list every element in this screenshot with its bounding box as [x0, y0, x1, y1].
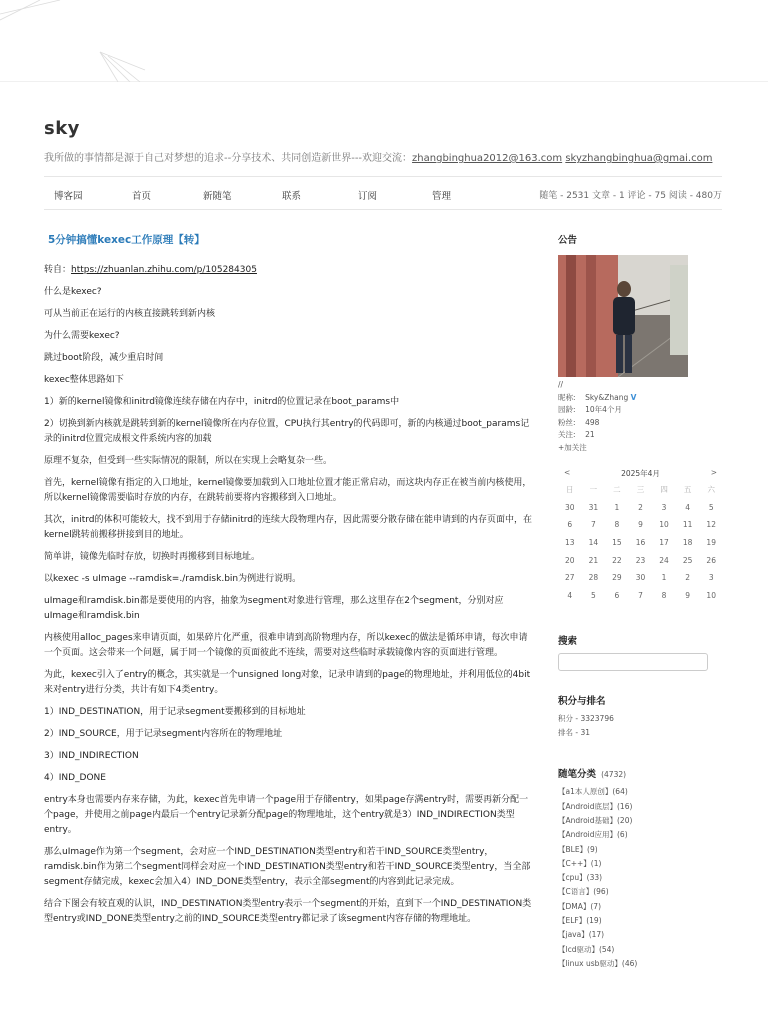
calendar-day[interactable]: 24: [659, 555, 669, 565]
category-item[interactable]: 【BLE】(9): [558, 844, 598, 854]
nav-item-subscribe[interactable]: 订阅: [358, 191, 378, 202]
calendar-day[interactable]: 17: [659, 538, 669, 548]
calendar-day[interactable]: 1: [614, 502, 620, 512]
decorative-lines-icon: [0, 0, 300, 82]
calendar-day[interactable]: 4: [685, 502, 691, 512]
category-item[interactable]: 【Android基础】(20): [558, 815, 633, 825]
post-paragraph: 2）切换到新内核就是跳转到新的kernel镜像所在内存位置，CPU执行其entry的代码即可，新的内核通过boot_params记录的initrd位置完成根文件系统内容的加载: [44, 419, 530, 444]
search-heading: 搜索: [558, 635, 578, 647]
rank-value: 排名 - 31: [558, 728, 591, 738]
post-paragraph: 结合下图会有较直观的认识，IND_DESTINATION类型entry表示一个segment的开始，直到下一个IND_DESTINATION类型entry或IND_DONE类型entry之前的IND_SOURCE类型entry都记录了该segment内容存储的物理地址。: [44, 899, 532, 924]
post-paragraph: 4）IND_DONE: [44, 773, 106, 783]
profile-followers-link[interactable]: 498: [585, 417, 600, 427]
calendar-header: [558, 468, 723, 481]
post-paragraph: 那么uImage作为第一个segment，会对应一个IND_DESTINATION类型entry和若干IND_SOURCE类型entry，ramdisk.bin作为第二个segment同样会对应一个IND_DESTINATION类型entry和若干IND_SOURCE类型entry，当全部segment存储完成，kexec会加入4）IND_DONE类型entry，表示全部segment的内容到此记录完成。: [44, 847, 531, 887]
calendar-day[interactable]: 3: [661, 502, 667, 512]
calendar-weekday: 四: [660, 485, 668, 494]
post-paragraph: 其次，initrd的体积可能较大，找不到用于存储initrd的连续大段物理内存，因此需要分散存储在能申请到的内存页面中，在kernel跳转前搬移拼接到目的地址。: [44, 515, 532, 540]
calendar-day[interactable]: 27: [565, 573, 575, 583]
calendar-day[interactable]: 11: [682, 520, 693, 530]
post-paragraph: 2）IND_SOURCE，用于记录segment内容所在的物理地址: [44, 729, 283, 739]
post-paragraph: 1）IND_DESTINATION，用于记录segment要搬移到的目标地址: [44, 707, 306, 717]
calendar-day[interactable]: 30: [565, 502, 575, 512]
calendar-day[interactable]: 23: [635, 555, 646, 565]
nav-item-contact[interactable]: 联系: [282, 191, 302, 202]
blog-subtitle-text: 我所做的事情都是源于自己对梦想的追求--分享技术、共同创造新世界---欢迎交流：: [44, 153, 413, 164]
category-item[interactable]: 【java】(17): [558, 930, 605, 940]
calendar-day[interactable]: 15: [612, 538, 622, 548]
category-item[interactable]: 【linux usb驱动】(46): [558, 958, 638, 968]
search-input[interactable]: [558, 653, 708, 671]
calendar-day[interactable]: 10: [659, 520, 669, 530]
calendar-weekday: 三: [636, 485, 645, 494]
calendar-day[interactable]: 6: [567, 520, 573, 530]
calendar-weekday: 二: [613, 485, 621, 494]
post-paragraph: 内核使用alloc_pages来申请页面，如果碎片化严重，很难申请到高阶物理内存，所以kexec的做法是循环申请，每次申请一个页面。这会带来一个问题，属于同一个镜像的页面彼此不连续，需要对这些临时承载镜像内容的页面进行管理。: [44, 633, 528, 658]
calendar-day[interactable]: 28: [588, 573, 599, 583]
post-paragraph: 跳过boot阶段，减少重启时间: [44, 353, 164, 363]
calendar-day[interactable]: 3: [708, 573, 714, 583]
post-paragraph: 简单讲，镜像先临时存放，切换时再搬移到目标地址。: [44, 552, 261, 562]
calendar-weekday: 日: [566, 485, 574, 494]
calendar-weekday: 五: [683, 485, 692, 494]
post-paragraph: 什么是kexec?: [44, 287, 102, 297]
calendar-day[interactable]: 18: [682, 538, 693, 548]
calendar-day[interactable]: 7: [590, 520, 596, 530]
post-paragraph: 可从当前正在运行的内核直接跳转到新内核: [44, 309, 216, 319]
calendar-day[interactable]: 14: [588, 538, 599, 548]
category-item[interactable]: 【lcd驱动】(54): [558, 944, 615, 954]
avatar: [558, 255, 688, 377]
calendar-title: 2025年4月: [621, 469, 660, 478]
category-item[interactable]: 【ELF】(19): [558, 915, 602, 925]
post-paragraph: uImage和ramdisk.bin都是要使用的内容，抽象为segment对象进行管理，那么这里存在2个segment，分别对应uImage和ramdisk.bin: [44, 596, 504, 621]
profile-following-link[interactable]: 21: [585, 430, 595, 439]
profile-row: [558, 392, 728, 405]
profile-row: [558, 417, 728, 430]
post-body: [44, 232, 536, 934]
calendar-day[interactable]: 30: [635, 573, 646, 583]
calendar-day[interactable]: 9: [685, 591, 691, 601]
calendar-day[interactable]: 5: [708, 502, 714, 512]
top-banner: [0, 0, 768, 82]
blog-title[interactable]: sky: [44, 118, 80, 139]
calendar-day[interactable]: 21: [588, 555, 599, 565]
calendar-weekday: 六: [707, 485, 715, 494]
calendar-day[interactable]: 2: [638, 502, 643, 512]
calendar-weekday: 一: [589, 485, 598, 494]
calendar-day[interactable]: 7: [638, 591, 643, 601]
post-title[interactable]: 5分钟搞懂kexec工作原理【转】: [48, 234, 205, 246]
post-paragraph: 为什么需要kexec?: [44, 331, 120, 341]
profile-label: 关注:: [558, 430, 576, 439]
nav-item-new-post[interactable]: 新随笔: [203, 191, 232, 202]
profile-label: 昵称:: [558, 392, 576, 402]
calendar-day[interactable]: 12: [706, 520, 716, 530]
calendar-day[interactable]: 4: [567, 591, 573, 601]
profile-age-link[interactable]: 10年4个月: [585, 405, 622, 414]
category-title: 随笔分类: [558, 768, 597, 780]
follow-button[interactable]: +加关注: [558, 442, 587, 452]
calendar-day[interactable]: 13: [565, 538, 575, 548]
category-item[interactable]: 【Android应用】(6): [558, 830, 628, 840]
calendar-day[interactable]: 8: [661, 591, 667, 601]
calendar-days: [558, 499, 723, 605]
profile-row: [558, 404, 728, 417]
category-item[interactable]: 【C语言】(96): [558, 887, 609, 897]
calendar-day[interactable]: 25: [682, 555, 693, 565]
navigation-bar: [44, 176, 722, 210]
verified-icon: V: [630, 392, 637, 402]
post-source: [44, 263, 536, 278]
post-paragraph: 3）IND_INDIRECTION: [44, 751, 139, 761]
post-paragraph: kexec整体思路如下: [44, 375, 124, 385]
calendar-day[interactable]: 19: [706, 538, 716, 548]
nav-item-home[interactable]: 首页: [132, 191, 152, 202]
calendar-day[interactable]: 22: [612, 555, 622, 565]
post-paragraph: 1）新的kernel镜像和initrd镜像连续存储在内存中，initrd的位置记录在boot_params中: [44, 397, 400, 407]
profile-label: 园龄:: [558, 405, 576, 414]
calendar-prev-button[interactable]: <: [564, 468, 571, 477]
calendar-day[interactable]: 29: [612, 573, 622, 583]
calendar-day[interactable]: 8: [614, 520, 620, 530]
blog-header: [44, 118, 724, 164]
calendar-weekdays: [558, 481, 723, 499]
category-item[interactable]: 【DMA】(7): [558, 901, 602, 911]
calendar-day[interactable]: 26: [706, 555, 716, 565]
profile-nickname-link[interactable]: Sky&Zhang: [585, 392, 629, 402]
profile-photo-icon: [558, 255, 688, 377]
post-source-link[interactable]: https://zhuanlan.zhihu.com/p/105284305: [71, 265, 257, 275]
post-paragraph: 为此，kexec引入了entry的概念，其实就是一个unsigned long对象，记录申请到的page的物理地址，并利用低位的4bit来对entry进行分类，共计有如下4类entry。: [44, 670, 531, 695]
category-heading: [558, 762, 728, 782]
post-paragraph: 首先，kernel镜像有指定的入口地址，kernel镜像要加载到入口地址位置才能正常启动，而这块内存正在被当前内核使用，所以kernel镜像需要临时存放的内存，在跳转前要将内容搬移到入口地址。: [44, 478, 532, 503]
calendar-day[interactable]: 2: [685, 573, 691, 583]
calendar: [558, 468, 723, 605]
nav-item-cnblogs[interactable]: 博客园: [54, 191, 83, 202]
post-paragraph-list: [44, 285, 536, 927]
category-list: [558, 785, 728, 971]
blog-subtitle: [44, 149, 724, 164]
email-link-1[interactable]: zhangbinghua2012@163.com: [412, 153, 563, 164]
calendar-next-button[interactable]: >: [710, 468, 717, 477]
score-heading: 积分与排名: [558, 695, 606, 707]
calendar-day[interactable]: 6: [614, 591, 620, 601]
category-item[interactable]: 【a1本人原创】(64): [558, 787, 628, 797]
nav-item-admin[interactable]: 管理: [432, 191, 452, 202]
blog-stats: 随笔 - 2531 文章 - 1 评论 - 75 阅读 - 480万: [539, 191, 722, 201]
calendar-day[interactable]: 9: [638, 520, 643, 530]
category-count: (4732): [601, 769, 627, 779]
calendar-day[interactable]: 5: [590, 591, 596, 601]
calendar-day[interactable]: 1: [661, 573, 667, 583]
sidebar: [558, 232, 728, 971]
calendar-day[interactable]: 10: [706, 591, 716, 601]
profile-row: [558, 429, 728, 442]
score-value: 积分 - 3323796: [558, 713, 614, 723]
calendar-day[interactable]: 31: [588, 502, 599, 512]
calendar-day[interactable]: 16: [635, 538, 646, 548]
category-item[interactable]: 【C++】(1): [558, 858, 602, 868]
post-paragraph: 原理不复杂，但受到一些实际情况的限制，所以在实现上会略复杂一些。: [44, 456, 333, 466]
notice-heading: 公告: [558, 235, 578, 246]
email-link-2[interactable]: skyzhangbinghua@gmai.com: [565, 153, 713, 164]
notice-slash: //: [558, 380, 564, 389]
category-item[interactable]: 【Android底层】(16): [558, 801, 633, 811]
post-paragraph: 以kexec -s uImage --ramdisk=./ramdisk.bin为例进行说明。: [44, 574, 302, 584]
post-source-prefix: 转自：: [44, 265, 72, 275]
post-paragraph: entry本身也需要内存来存储，为此，kexec首先申请一个page用于存储entry，如果page存满entry时，需要再新分配一个page，并使用之前page内最后一个entry记录新分配page的物理地址，这个entry就是3）IND_INDIRECTION类型entry。: [44, 795, 529, 835]
profile-label: 粉丝:: [558, 417, 576, 427]
calendar-day[interactable]: 20: [565, 555, 575, 565]
profile-info: [558, 392, 728, 455]
category-item[interactable]: 【cpu】(33): [558, 873, 603, 883]
